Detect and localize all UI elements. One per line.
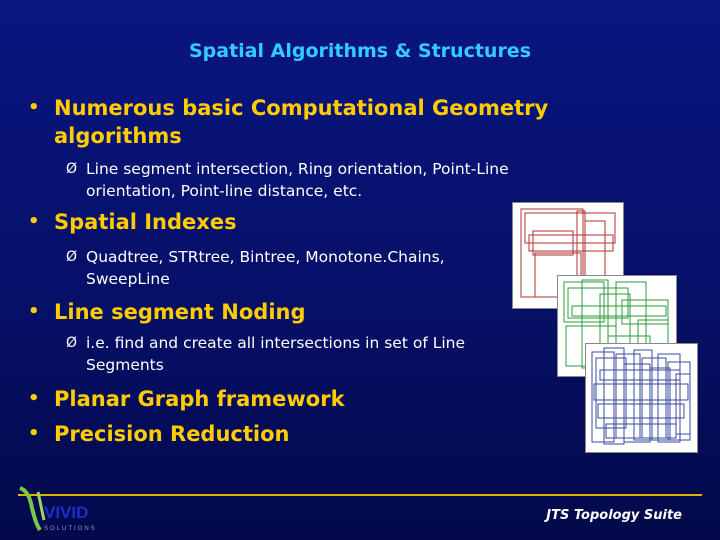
slide-title: Spatial Algorithms & Structures (188, 40, 532, 62)
footer-label: JTS Topology Suite (546, 508, 682, 523)
sub-marker: Ø (66, 335, 78, 351)
logo-wordmark: VIVID (44, 503, 89, 522)
sub-marker: Ø (66, 161, 78, 177)
bullet-marker: • (28, 301, 40, 322)
bullet-text: Planar Graph framework (54, 387, 345, 411)
vivid-solutions-logo (14, 486, 104, 534)
bullet-line-segment-noding (28, 298, 488, 326)
sub-text: Line segment intersection, Ring orientation, Point-Line orientation, Point-line distance, etc. (86, 160, 509, 200)
bintree-illustration (585, 343, 698, 453)
sub-item-noding-desc (66, 332, 536, 376)
bullet-text: Line segment Noding (54, 300, 306, 324)
bullet-marker: • (28, 97, 40, 118)
bullet-computational-geometry (28, 94, 588, 150)
sub-text: i.e. find and create all intersections in set of Line Segments (86, 334, 466, 374)
logo-subtitle: SOLUTIONS (44, 526, 97, 532)
sub-item-geometry-examples (66, 158, 586, 202)
sub-marker: Ø (66, 249, 78, 265)
bullet-marker: • (28, 211, 40, 232)
bullet-marker: • (28, 388, 40, 409)
bullet-text: Spatial Indexes (54, 210, 237, 234)
bullet-marker: • (28, 423, 40, 444)
bullet-spatial-indexes (28, 208, 488, 236)
sub-item-index-types (66, 246, 506, 290)
bullet-precision-reduction (28, 420, 488, 448)
bullet-text: Precision Reduction (54, 422, 290, 446)
bullet-text: Numerous basic Computational Geometry algorithms (54, 96, 549, 148)
footer-rule (18, 494, 702, 496)
sub-text: Quadtree, STRtree, Bintree, Monotone.Chains, SweepLine (86, 248, 445, 288)
bullet-planar-graph (28, 385, 488, 413)
